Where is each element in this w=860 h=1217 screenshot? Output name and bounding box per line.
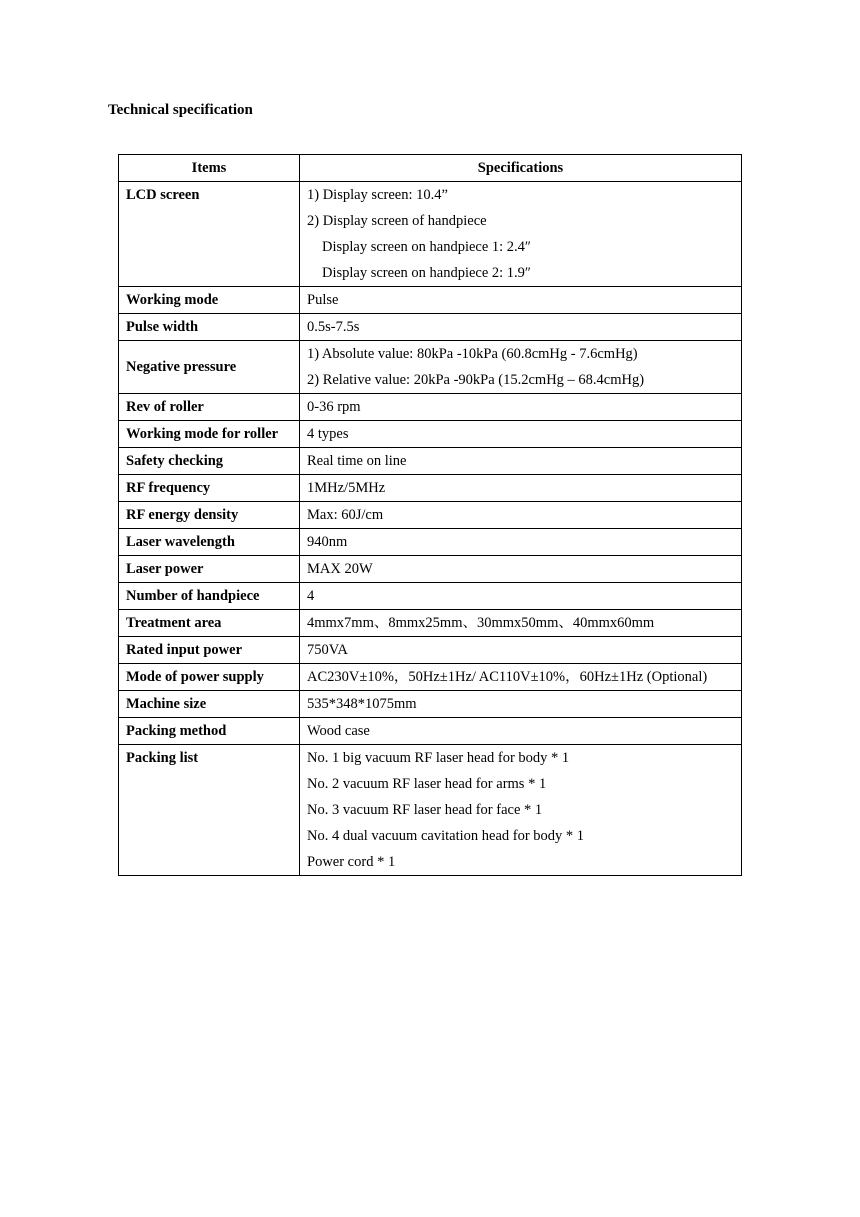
row-label: Laser wavelength (119, 529, 300, 556)
table-row (119, 664, 742, 691)
row-value: 940nm (300, 529, 742, 556)
spec-line: 1) Display screen: 10.4” (307, 187, 448, 203)
table-row (119, 314, 742, 341)
table-row (119, 529, 742, 556)
table-row (119, 583, 742, 610)
row-label: Rated input power (119, 637, 300, 664)
row-label: Machine size (119, 691, 300, 718)
row-value: 0-36 rpm (300, 394, 742, 421)
table-row (119, 691, 742, 718)
row-value: 4 (300, 583, 742, 610)
row-label: Packing method (119, 718, 300, 745)
row-value: 1MHz/5MHz (300, 475, 742, 502)
row-label: Negative pressure (119, 341, 300, 394)
row-value (300, 182, 742, 287)
table-row (119, 475, 742, 502)
row-label: Laser power (119, 556, 300, 583)
row-label: Mode of power supply (119, 664, 300, 691)
spec-line: Display screen on handpiece 1: 2.4″ (322, 239, 531, 255)
table-row (119, 182, 742, 287)
row-value: 4mmx7mm、8mmx25mm、30mmx50mm、40mmx60mm (300, 610, 742, 637)
header-items: Items (119, 155, 300, 182)
table-row (119, 421, 742, 448)
spec-line: 1) Absolute value: 80kPa -10kPa (60.8cmHg - 7.6cmHg) (307, 346, 638, 362)
table-row (119, 341, 742, 394)
row-label: Number of handpiece (119, 583, 300, 610)
row-label: Safety checking (119, 448, 300, 475)
table-header-row (119, 155, 742, 182)
row-value: 4 types (300, 421, 742, 448)
row-label: Packing list (119, 745, 300, 876)
spec-line: No. 4 dual vacuum cavitation head for body * 1 (307, 828, 585, 844)
row-label: RF frequency (119, 475, 300, 502)
table-row (119, 718, 742, 745)
spec-line: No. 3 vacuum RF laser head for face * 1 (307, 802, 543, 818)
row-value: 535*348*1075mm (300, 691, 742, 718)
row-value: 0.5s-7.5s (300, 314, 742, 341)
document-title: Technical specification (108, 102, 253, 118)
row-value: MAX 20W (300, 556, 742, 583)
table-row (119, 556, 742, 583)
row-value: AC230V±10%，50Hz±1Hz/ AC110V±10%，60Hz±1Hz (Optional) (300, 664, 742, 691)
table-row (119, 394, 742, 421)
spec-table (118, 154, 742, 876)
spec-line: 2) Display screen of handpiece (307, 213, 487, 229)
table-row (119, 448, 742, 475)
table-row (119, 637, 742, 664)
row-label: LCD screen (119, 182, 300, 287)
header-specifications: Specifications (300, 155, 742, 182)
table-row (119, 745, 742, 876)
row-label: Working mode for roller (119, 421, 300, 448)
row-label: Treatment area (119, 610, 300, 637)
spec-line: No. 1 big vacuum RF laser head for body * 1 (307, 750, 570, 766)
row-value: Wood case (300, 718, 742, 745)
row-value (300, 745, 742, 876)
row-value: Max: 60J/cm (300, 502, 742, 529)
row-label: RF energy density (119, 502, 300, 529)
spec-line: 2) Relative value: 20kPa -90kPa (15.2cmHg – 68.4cmHg) (307, 372, 645, 388)
row-value (300, 341, 742, 394)
row-value: Real time on line (300, 448, 742, 475)
spec-line: Power cord * 1 (307, 854, 396, 870)
table-row (119, 287, 742, 314)
row-label: Rev of roller (119, 394, 300, 421)
table-row (119, 610, 742, 637)
row-label: Pulse width (119, 314, 300, 341)
spec-line: No. 2 vacuum RF laser head for arms * 1 (307, 776, 547, 792)
row-value: Pulse (300, 287, 742, 314)
table-row (119, 502, 742, 529)
spec-line: Display screen on handpiece 2: 1.9″ (322, 265, 531, 281)
row-label: Working mode (119, 287, 300, 314)
row-value: 750VA (300, 637, 742, 664)
